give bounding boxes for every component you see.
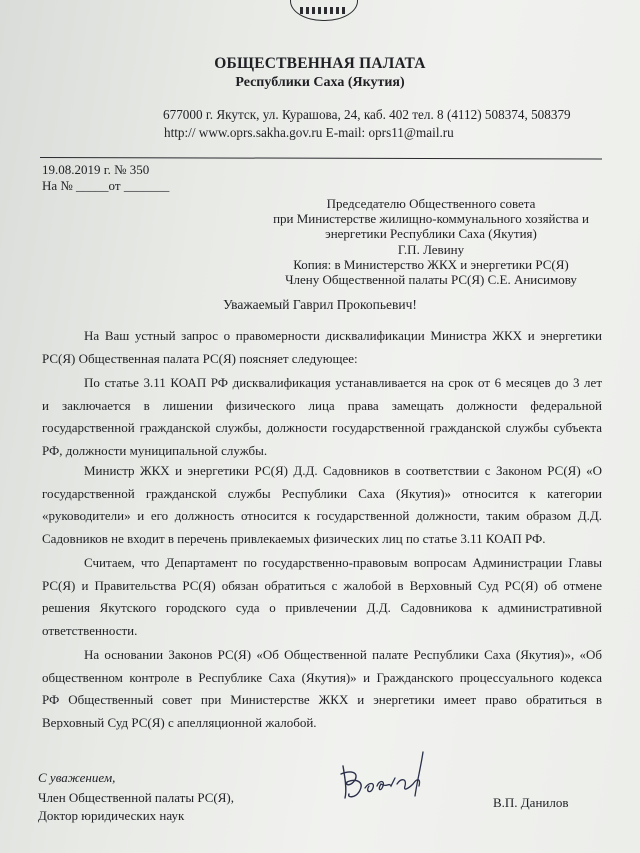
header-divider xyxy=(40,157,602,159)
body-line: Считаем, что Департамент по государственно-правовым вопросам Администрации Главы xyxy=(84,555,602,570)
addressee-line: Члену Общественной палаты РС(Я) С.Е. Анисимову xyxy=(285,272,577,288)
body-paragraph xyxy=(42,325,602,370)
body-paragraph xyxy=(42,552,602,642)
addressee-line: Председателю Общественного совета xyxy=(326,196,536,211)
org-web-email: http:// www.oprs.sakha.gov.ru E-mail: oprs11@mail.ru xyxy=(164,125,454,140)
emblem-icon xyxy=(290,0,358,21)
body-line: «руководители» и его должность относится к государственной должности, таким образом Д.Д. xyxy=(42,508,602,523)
org-address: 677000 г. Якутск, ул. Курашова, 24, каб. 402 тел. 8 (4112) 508374, 508379 xyxy=(163,107,571,122)
body-line: РФ Общественный совет при Министерстве ЖКХ и энергетики имеет право обратиться в xyxy=(42,692,602,707)
registration-date-number: 19.08.2019 г. № 350 xyxy=(42,162,150,177)
body-line: Верховный Суд РС(Я) с апелляционной жалобой. xyxy=(42,714,317,730)
reference-line: На № _____от _______ xyxy=(42,178,170,193)
body-line: Министр ЖКХ и энергетики РС(Я) Д.Д. Садовников в соответствии с Законом РС(Я) «О xyxy=(84,463,602,478)
body-line: РФ, должности муниципальной службы. xyxy=(42,442,268,458)
body-line: ответственности. xyxy=(42,622,138,638)
closing-position: Член Общественной палаты РС(Я), xyxy=(38,790,234,805)
body-line: государственной гражданской службы, должности государственной гражданской службы субъекта xyxy=(42,420,602,435)
addressee-line: Г.П. Левину xyxy=(397,241,465,257)
body-line: РС(Я) Общественная палата РС(Я) поясняет следующее: xyxy=(42,350,358,366)
addressee-line: Копия: в Министерство ЖКХ и энергетики РС(Я) xyxy=(293,256,569,272)
body-line: По статье 3.11 КОАП РФ дисквалификация устанавливается на срок от 6 месяцев до 3 лет xyxy=(84,375,602,390)
closing-degree: Доктор юридических наук xyxy=(38,808,185,823)
body-line: государственной гражданской службы Республики Саха (Якутия)» относится к категории xyxy=(42,485,602,501)
closing-salutation: С уважением, xyxy=(38,770,116,785)
signature xyxy=(335,748,445,806)
org-name: ОБЩЕСТВЕННАЯ ПАЛАТА xyxy=(214,55,426,72)
org-region: Республики Саха (Якутия) xyxy=(235,75,405,90)
body-line: и заключается в лишении физического лица права замещать должности федеральной xyxy=(42,397,602,413)
addressee-line: энергетики Республики Саха (Якутия) xyxy=(325,226,537,242)
signer-name: В.П. Данилов xyxy=(493,795,569,810)
addressee-block xyxy=(266,196,596,287)
body-line: РС(Я) и Правительства РС(Я) обязан обратиться с жалобой в Верховный Суд РС(Я) об отмене xyxy=(42,577,602,593)
body-paragraph xyxy=(42,460,602,550)
addressee-line: при Министерстве жилищно-коммунального хозяйства и xyxy=(273,211,589,227)
body-line: Садовников не входит в перечень привлекаемых физических лиц по статье 3.11 КОАП РФ. xyxy=(42,530,546,546)
body-paragraph xyxy=(42,644,602,734)
body-line: общественном контроле в Республике Саха (Якутия)» и Гражданского процессуального кодекса xyxy=(42,669,602,685)
body-line: На Ваш устный запрос о правомерности дисквалификации Министра ЖКХ и энергетики xyxy=(84,328,602,343)
greeting: Уважаемый Гаврил Прокопьевич! xyxy=(223,297,417,312)
body-line: решения Якутского городского суда о привлечении Д.Д. Садовникова к административной xyxy=(42,600,602,615)
body-line: На основании Законов РС(Я) «Об Общественной палате Республики Саха (Якутия)», «Об xyxy=(84,647,602,662)
body-paragraph xyxy=(42,372,602,462)
